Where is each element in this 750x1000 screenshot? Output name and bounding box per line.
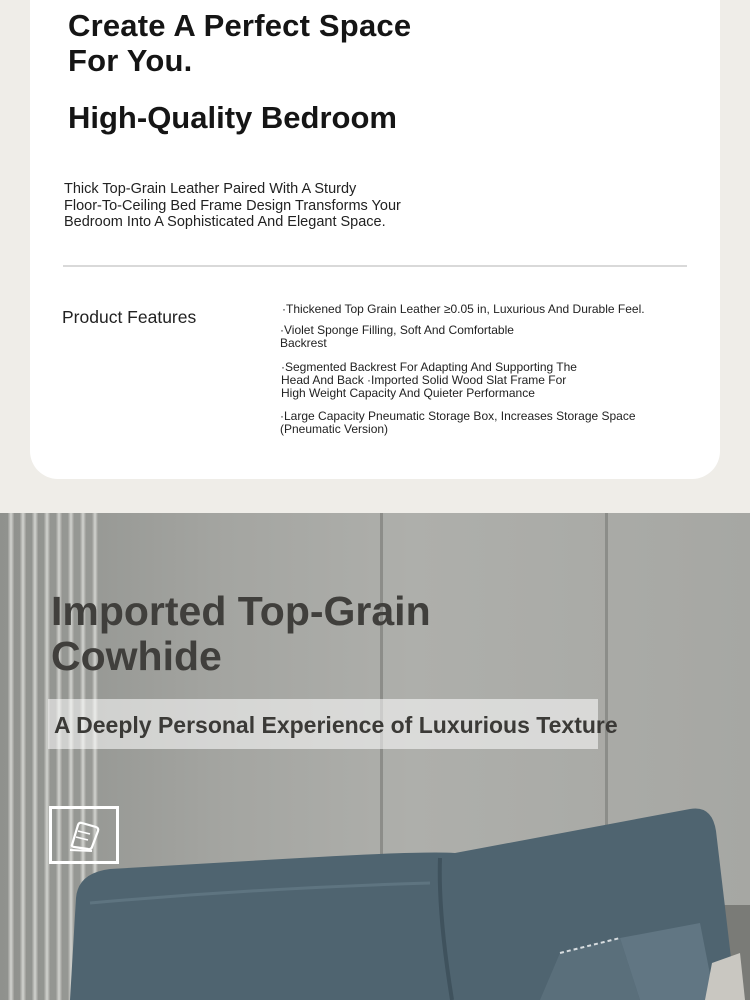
hero-banner [0, 513, 750, 1000]
features-title: Product Features [62, 307, 197, 327]
feature-line: ·Large Capacity Pneumatic Storage Box, Increases Storage Space [280, 409, 636, 423]
description-line: Floor-To-Ceiling Bed Frame Design Transforms Your [64, 197, 401, 214]
leather-swatch-glyph [64, 817, 104, 853]
section-divider [63, 265, 687, 267]
intro-subheading: High-Quality Bedroom [68, 100, 397, 135]
hero-title-line2: Cowhide [51, 633, 222, 679]
intro-heading [68, 8, 411, 78]
feature-line: ·Segmented Backrest For Adapting And Supporting The [281, 360, 577, 374]
feature-line: Backrest [280, 336, 327, 350]
hero-subtitle: A Deeply Personal Experience of Luxurious Texture [54, 712, 618, 738]
intro-heading-line2: For You. [68, 43, 193, 78]
feature-item [280, 410, 636, 436]
feature-item [282, 303, 645, 316]
leather-swatch-icon [49, 806, 119, 864]
feature-item [281, 361, 577, 400]
intro-heading-line1: Create A Perfect Space [68, 8, 412, 43]
feature-line: (Pneumatic Version) [280, 422, 389, 436]
description-line: Thick Top-Grain Leather Paired With A Sturdy [64, 181, 357, 197]
feature-line: ·Thickened Top Grain Leather ≥0.05 in, Luxurious And Durable Feel. [282, 302, 645, 316]
feature-line: Head And Back ·Imported Solid Wood Slat Frame For [281, 373, 567, 387]
feature-item [280, 324, 514, 350]
bed-illustration [0, 513, 750, 1000]
feature-line: High Weight Capacity And Quieter Performance [281, 386, 535, 400]
hero-title-line1: Imported Top-Grain [51, 588, 431, 634]
description-line: Bedroom Into A Sophisticated And Elegant Space. [64, 214, 386, 231]
feature-line: ·Violet Sponge Filling, Soft And Comfortable [280, 323, 514, 337]
intro-description [64, 181, 444, 231]
hero-title [51, 589, 431, 679]
